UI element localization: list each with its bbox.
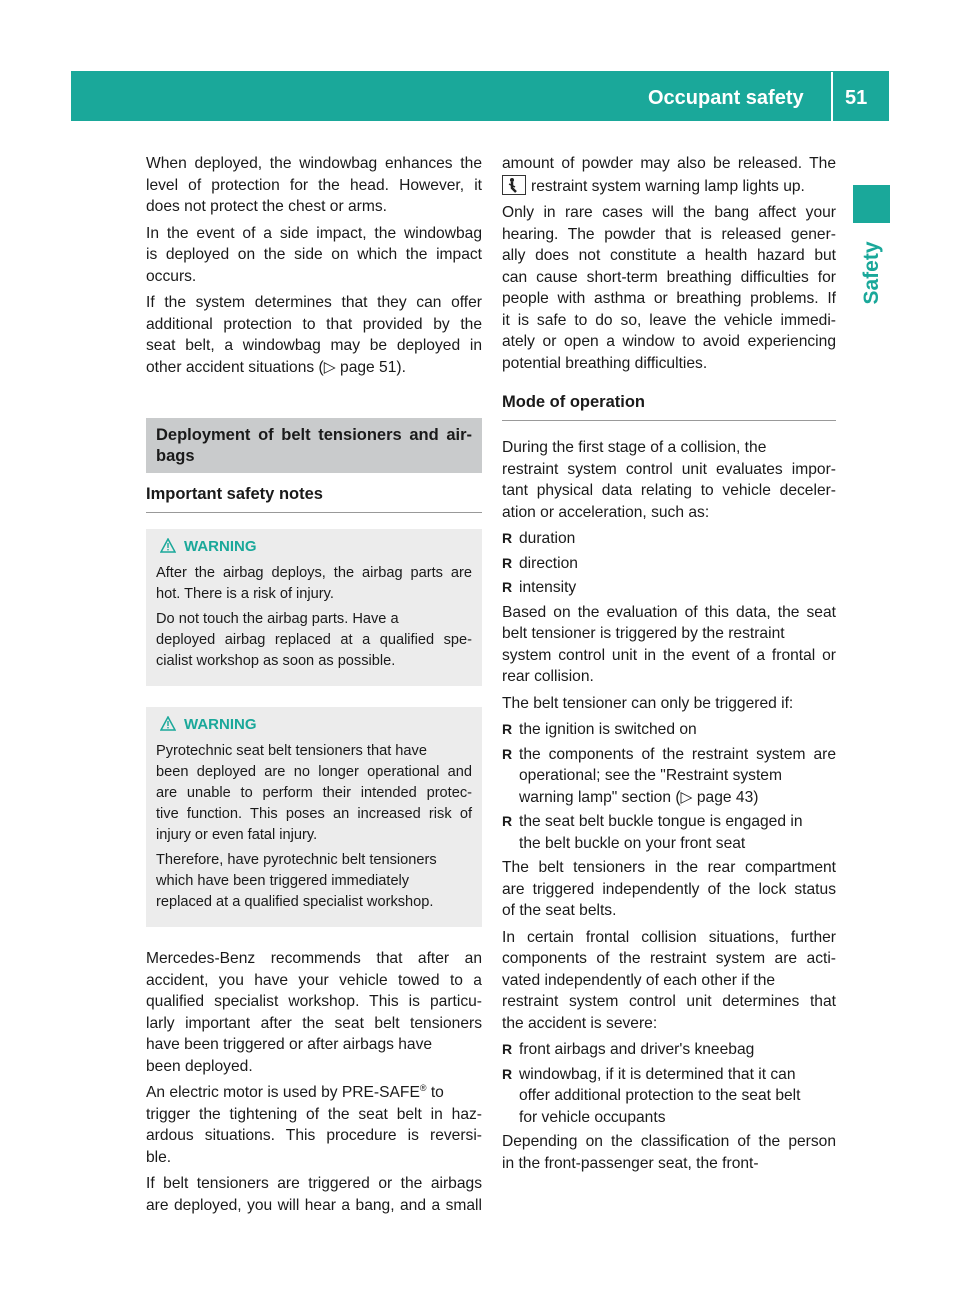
text-line: hot. There is a risk of injury. bbox=[156, 586, 334, 602]
text-line: qualified specialist workshop. This is particu- bbox=[146, 993, 482, 1010]
text-line: it is safe to do so, leave the vehicle immedi- bbox=[502, 311, 836, 329]
list-item: R direction bbox=[502, 553, 836, 575]
text-line: people with asthma or breathing problems. If bbox=[502, 290, 836, 307]
text-line: R the seat belt buckle tongue is engaged in bbox=[519, 813, 803, 830]
paragraph bbox=[156, 563, 472, 605]
list-item: R intensity bbox=[502, 577, 836, 599]
bullet-list bbox=[502, 719, 836, 854]
text-line: The belt tensioner can only be triggered if: bbox=[502, 694, 794, 712]
text-line: offer additional protection to the seat belt bbox=[519, 1087, 801, 1104]
text-line: replaced at a qualified specialist workshop. bbox=[156, 894, 434, 910]
warning-header bbox=[156, 715, 472, 735]
text-line: have been triggered or after airbags have bbox=[146, 1036, 433, 1053]
paragraph bbox=[146, 1082, 482, 1168]
warning-label: WARNING bbox=[184, 538, 257, 555]
text-line: been deployed are no longer operational and bbox=[156, 764, 472, 780]
text-line: cialist workshop as soon as possible. bbox=[156, 653, 396, 669]
text-line: restraint system control unit evaluates impor- bbox=[502, 460, 836, 478]
text-line: for vehicle occupants bbox=[519, 1108, 666, 1126]
page-section-title: Occupant safety bbox=[648, 87, 804, 109]
text-line: If belt tensioners are triggered or the airbags bbox=[146, 1175, 482, 1192]
text-line: are unable to perform their intended protec- bbox=[156, 785, 472, 801]
warning-box bbox=[146, 529, 482, 686]
text-line: Therefore, have pyrotechnic belt tensioners bbox=[156, 852, 437, 868]
text-line: been deployed. bbox=[146, 1057, 253, 1075]
page-reference-link[interactable]: page 51). bbox=[335, 358, 406, 376]
paragraph bbox=[502, 927, 836, 1035]
page-number: 51 bbox=[845, 87, 868, 109]
paragraph bbox=[502, 202, 836, 374]
warning-triangle-icon bbox=[160, 538, 176, 553]
text-line bbox=[519, 787, 836, 809]
section-heading-line: Deployment of belt tensioners and air- bbox=[156, 426, 472, 444]
page-ref-arrow-icon: ▷ bbox=[680, 788, 693, 806]
text-line: When deployed, the windowbag enhances the bbox=[146, 155, 482, 172]
text-line bbox=[502, 175, 836, 198]
text-line: larly important after the seat belt tensioners bbox=[146, 1014, 482, 1032]
text-line: system control unit in the event of a frontal or bbox=[502, 646, 836, 664]
page-reference-link[interactable]: page 43) bbox=[692, 788, 759, 806]
text-line: belt tensioner is triggered by the restraint bbox=[502, 625, 785, 642]
text-line: Based on the evaluation of this data, the seat bbox=[502, 603, 836, 621]
registered-mark: ® bbox=[419, 1082, 427, 1093]
text-line: the accident is severe: bbox=[502, 1014, 658, 1032]
text-fragment: warning lamp" section ( bbox=[519, 788, 681, 806]
paragraph bbox=[146, 292, 482, 378]
warning-box bbox=[146, 707, 482, 927]
paragraph bbox=[146, 948, 482, 1077]
text-line bbox=[146, 1082, 482, 1104]
text-line: in the front-passenger seat, the front- bbox=[502, 1154, 759, 1172]
text-line: The belt tensioners in the rear compartment bbox=[502, 859, 836, 876]
text-line: the belt buckle on your front seat bbox=[519, 834, 746, 852]
list-item: R front airbags and driver's kneebag bbox=[502, 1039, 836, 1061]
text-line: can cause short-term breathing difficulties for bbox=[502, 268, 836, 286]
text-line: potential breathing difficulties. bbox=[502, 354, 708, 372]
paragraph bbox=[502, 602, 836, 688]
text-line: ardous situations. This procedure is reversi- bbox=[146, 1127, 482, 1144]
text-line: ally does not constitute a health hazard but bbox=[502, 247, 836, 264]
text-line: level of protection for the head. However, it bbox=[146, 176, 482, 194]
text-line: During the first stage of a collision, the bbox=[502, 439, 767, 456]
text-line: accident, you have your vehicle towed to a bbox=[146, 971, 482, 989]
text-line: of the seat belts. bbox=[502, 902, 617, 919]
text-line: In certain frontal collision situations, further bbox=[502, 928, 836, 946]
paragraph bbox=[156, 850, 472, 913]
text-line: rear collision. bbox=[502, 668, 594, 685]
text-line: R the components of the restraint system are bbox=[519, 745, 836, 763]
text-line: Pyrotechnic seat belt tensioners that have bbox=[156, 743, 427, 759]
subheading-mode-of-operation: Mode of operation bbox=[502, 391, 836, 421]
text-fragment: restraint system warning lamp lights up. bbox=[531, 177, 805, 195]
paragraph bbox=[502, 857, 836, 922]
text-line: hearing. The powder that is released gener- bbox=[502, 225, 836, 243]
text-line: In the event of a side impact, the windowbag bbox=[146, 224, 482, 242]
text-fragment: other accident situations ( bbox=[146, 358, 324, 376]
bullet-list bbox=[502, 1039, 836, 1128]
bullet-list bbox=[502, 528, 836, 599]
text-line: ation or acceleration, such as: bbox=[502, 503, 710, 521]
paragraph bbox=[146, 153, 482, 218]
list-item bbox=[502, 744, 836, 809]
list-item bbox=[502, 1064, 836, 1129]
warning-header bbox=[156, 537, 472, 557]
text-line: If the system determines that they can offer bbox=[146, 294, 482, 311]
paragraph bbox=[502, 1131, 836, 1174]
section-heading bbox=[146, 418, 482, 473]
text-line: tant physical data relating to vehicle deceler- bbox=[502, 482, 836, 499]
chapter-label bbox=[852, 243, 892, 303]
text-line: After the airbag deploys, the airbag parts are bbox=[156, 565, 472, 581]
text-line: tive function. This poses an increased risk of bbox=[156, 806, 472, 822]
header-divider bbox=[831, 72, 833, 121]
paragraph bbox=[146, 1173, 482, 1216]
paragraph bbox=[146, 223, 482, 288]
right-column bbox=[502, 153, 836, 1179]
text-fragment: to bbox=[426, 1084, 444, 1101]
paragraph bbox=[502, 153, 836, 197]
subheading-important-safety-notes: Important safety notes bbox=[146, 483, 482, 513]
text-line: operational; see the "Restraint system bbox=[519, 767, 782, 784]
paragraph bbox=[502, 693, 836, 715]
text-line: components of the restraint system are acti- bbox=[502, 950, 836, 967]
left-column bbox=[146, 153, 482, 1221]
text-line: seat belt, a windowbag may be deployed in bbox=[146, 337, 482, 354]
warning-triangle-icon bbox=[160, 716, 176, 731]
text-line: which have been triggered immediately bbox=[156, 873, 410, 889]
text-line: is deployed on the side on which the impact bbox=[146, 246, 482, 263]
text-line: ately or open a window to avoid experiencing bbox=[502, 333, 836, 350]
text-line: amount of powder may also be released. The bbox=[502, 155, 836, 172]
warning-label: WARNING bbox=[184, 716, 257, 733]
list-item: R duration bbox=[502, 528, 836, 550]
restraint-system-warning-lamp-icon bbox=[502, 175, 526, 195]
paragraph bbox=[502, 437, 836, 523]
list-item bbox=[502, 811, 836, 854]
page-ref-arrow-icon: ▷ bbox=[323, 358, 336, 376]
section-heading-line: bags bbox=[156, 447, 195, 465]
text-line: Mercedes-Benz recommends that after an bbox=[146, 950, 482, 967]
chapter-label-text: Safety bbox=[860, 241, 883, 305]
text-line: injury or even fatal injury. bbox=[156, 827, 318, 843]
text-line: R windowbag, if it is determined that it can bbox=[519, 1065, 796, 1083]
text-line: trigger the tightening of the seat belt in haz- bbox=[146, 1105, 482, 1123]
text-line: does not protect the chest or arms. bbox=[146, 198, 387, 215]
list-item: R the ignition is switched on bbox=[502, 719, 836, 741]
paragraph bbox=[156, 609, 472, 672]
text-fragment: An electric motor is used by PRE-SAFE bbox=[146, 1084, 420, 1101]
chapter-tab-marker bbox=[853, 185, 890, 223]
text-line bbox=[146, 357, 482, 379]
text-line: deployed airbag replaced at a qualified spe- bbox=[156, 632, 472, 648]
text-line: ble. bbox=[146, 1148, 172, 1166]
text-line: are deployed, you will hear a bang, and a small bbox=[146, 1196, 482, 1214]
text-line: occurs. bbox=[146, 267, 197, 285]
text-line: Depending on the classification of the person bbox=[502, 1133, 836, 1150]
text-line: vated independently of each other if the bbox=[502, 971, 776, 989]
text-line: Do not touch the airbag parts. Have a bbox=[156, 611, 399, 627]
text-line: are triggered independently of the lock status bbox=[502, 880, 836, 898]
text-line: additional protection to that provided by the bbox=[146, 315, 482, 333]
text-line: restraint system control unit determines that bbox=[502, 993, 836, 1010]
paragraph bbox=[156, 741, 472, 846]
text-line: Only in rare cases will the bang affect your bbox=[502, 204, 836, 221]
